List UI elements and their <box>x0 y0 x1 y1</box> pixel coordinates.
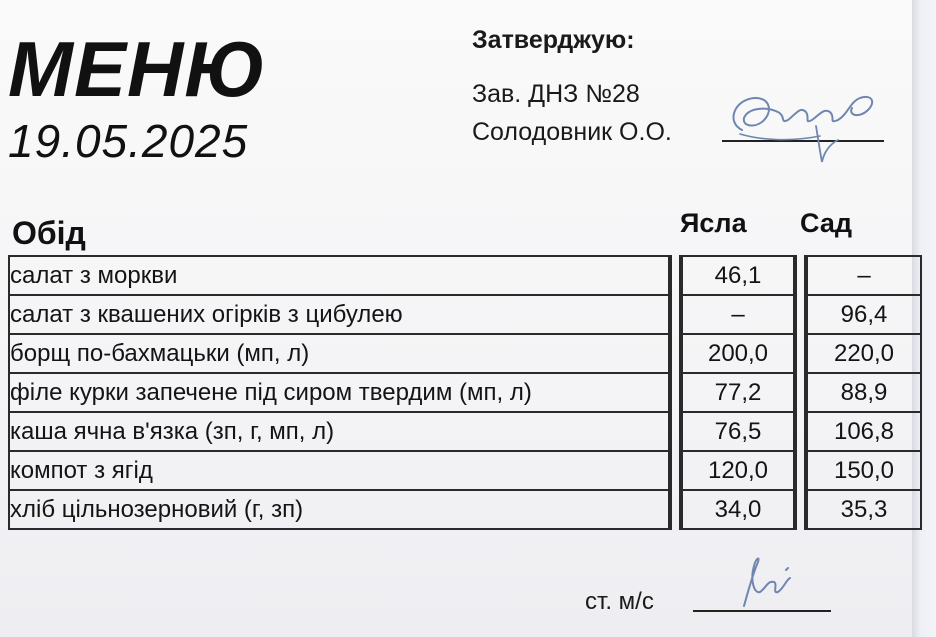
table-row <box>8 372 922 411</box>
kindergarten-portion: 96,4 <box>806 294 922 333</box>
nursery-portion: 120,0 <box>681 450 795 489</box>
kindergarten-portion: 106,8 <box>806 411 922 450</box>
nursery-portion: – <box>681 294 795 333</box>
approver-signature <box>720 82 890 168</box>
menu-title: МЕНЮ <box>8 25 267 113</box>
nurse-label: ст. м/с <box>585 588 654 615</box>
kindergarten-portion: 150,0 <box>806 450 922 489</box>
dish-name: салат з квашених огірків з цибулею <box>8 294 670 333</box>
dish-name: філе курки запечене під сиром твердим (мп, л) <box>8 372 670 411</box>
dish-name: салат з моркви <box>8 255 670 294</box>
approver-name: Солодовник О.О. <box>472 118 672 146</box>
dish-name: борщ по-бахмацьки (мп, л) <box>8 333 670 372</box>
table-row <box>8 255 922 294</box>
column-header-nursery: Ясла <box>680 208 747 238</box>
table-row <box>8 450 922 489</box>
column-header-kindergarten: Сад <box>800 208 852 238</box>
nursery-portion: 34,0 <box>681 489 795 530</box>
table-row <box>8 489 922 530</box>
table-row <box>8 333 922 372</box>
table-row <box>8 411 922 450</box>
kindergarten-portion: 35,3 <box>806 489 922 530</box>
table-row <box>8 294 922 333</box>
dish-name: компот з ягід <box>8 450 670 489</box>
kindergarten-portion: – <box>806 255 922 294</box>
nurse-signature <box>730 548 800 612</box>
kindergarten-portion: 88,9 <box>806 372 922 411</box>
dish-name: хліб цільнозерновий (г, зп) <box>8 489 670 530</box>
approval-heading: Затверджую: <box>472 26 635 54</box>
menu-table <box>8 255 922 530</box>
nursery-portion: 76,5 <box>681 411 795 450</box>
dish-name: каша ячна в'язка (зп, г, мп, л) <box>8 411 670 450</box>
nursery-portion: 77,2 <box>681 372 795 411</box>
approver-position: Зав. ДНЗ №28 <box>472 80 640 108</box>
menu-date: 19.05.2025 <box>8 115 249 167</box>
kindergarten-portion: 220,0 <box>806 333 922 372</box>
nursery-portion: 200,0 <box>681 333 795 372</box>
meal-section-title: Обід <box>12 215 86 251</box>
nursery-portion: 46,1 <box>681 255 795 294</box>
